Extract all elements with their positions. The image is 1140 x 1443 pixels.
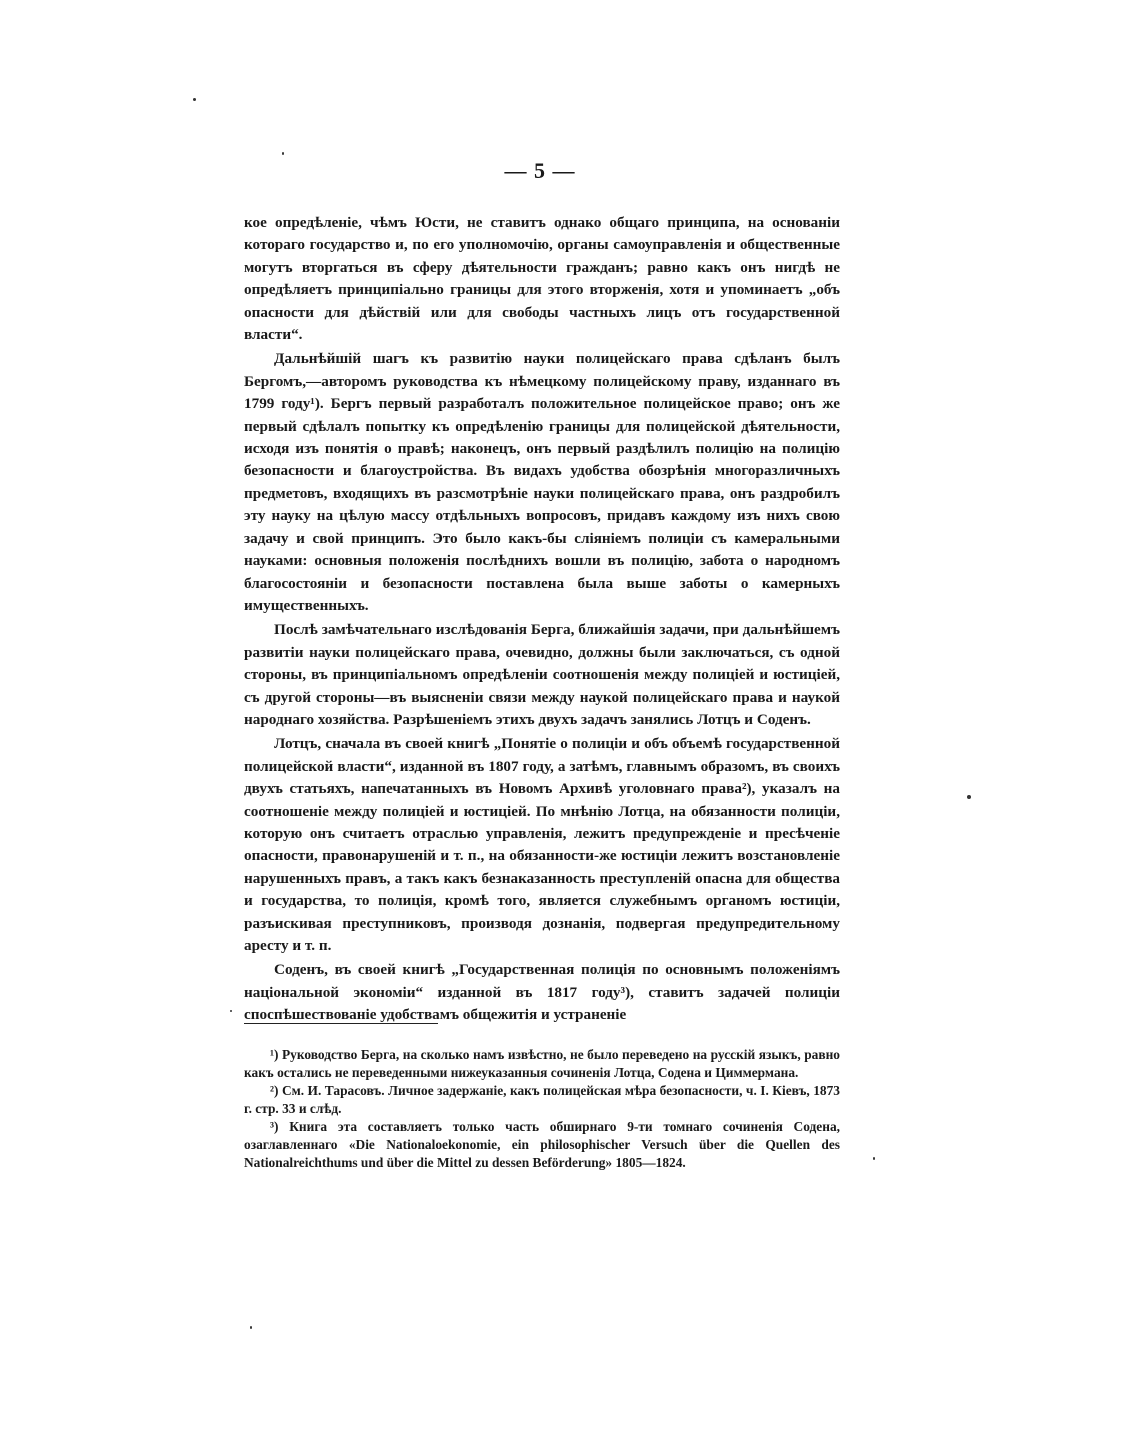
paragraph: кое опредѣленіе, чѣмъ Юсти, не ставитъ однако общаго принципа, на основаніи котораго государство и, по его уполномочію, органы самоуправленія и общественные могутъ вторгаться въ сферу дѣятельности гражданъ; равно какъ онъ нигдѣ не опредѣляетъ принципіально границы для этого вторженія, хотя и упоминаетъ „объ опасности для дѣйствій или для свободы частныхъ лицъ отъ государственной власти“. (244, 214, 840, 344)
paragraph: Лотцъ, сначала въ своей книгѣ „Понятіе о полиціи и объ объемѣ государственной полицейской власти“, изданной въ 1807 году, а затѣмъ, главнымъ образомъ, въ своихъ двухъ статьяхъ, напечатанныхъ въ Новомъ Архивѣ уголовнаго права²), указалъ на соотношеніе между полиціей и юстиціей. По мнѣнію Лотца, на обязанности полиціи, которую онъ считаетъ отраслью управленія, лежитъ предупрежденіе и пресѣченіе опасности, правонарушеній и т. п., на обязанности-же юстиціи лежитъ возстановленіе нарушенныхъ правъ, а такъ какъ безнаказанность преступленій опасна для общества и государства, то полиція, кромѣ того, является служебнымъ органомъ юстиціи, разъискивая преступниковъ, производя дознанія, подвергая предупредительному аресту и т. п. (244, 735, 840, 954)
scan-speck (230, 1010, 232, 1012)
scan-speck (967, 795, 971, 799)
page-number: — 5 — (504, 158, 576, 183)
scan-speck (193, 98, 196, 101)
footnotes (244, 1046, 840, 1172)
paragraph: Послѣ замѣчательнаго изслѣдованія Берга, ближайшія задачи, при дальнѣйшемъ развитіи науки полицейскаго права, очевидно, должны были заключаться, съ одной стороны, въ принципіальномъ опредѣленіи соотношенія между полиціей и юстиціей, съ другой стороны—въ выясненіи связи между наукой полицейскаго права и наукой народнаго хозяйства. Разрѣшеніемъ этихъ двухъ задачъ занялись Лотцъ и Соденъ. (244, 621, 840, 728)
footnote-divider (244, 1023, 438, 1024)
scan-speck (282, 152, 284, 155)
body-text (244, 212, 840, 1027)
paragraph: Дальнѣйшій шагъ къ развитію науки полицейскаго права сдѣланъ былъ Бергомъ,—авторомъ руководства къ нѣмецкому полицейскому праву, изданнаго въ 1799 году¹). Бергъ первый разработалъ положительное полицейское право; онъ же первый сдѣлалъ попытку къ опредѣленію границы для полицейской дѣятельности, исходя изъ понятія о правѣ; наконецъ, онъ первый раздѣлилъ полицію на полицію безопасности и благоустройства. Въ видахъ удобства обозрѣнія многоразличныхъ предметовъ, входящихъ въ разсмотрѣніе науки полицейскаго права, онъ раздробилъ эту науку на цѣлую массу отдѣльныхъ вопросовъ, придавъ каждому изъ нихъ свою задачу и свой принципъ. Это было какъ-бы сліяніемъ полиціи съ камеральными науками: основныя положенія послѣднихъ вошли въ полицію, забота о народномъ благосостояніи и безопасности поставлена была выше заботы о камерныхъ имущественныхъ. (244, 350, 840, 614)
scan-speck (250, 1326, 252, 1329)
footnote: ²) См. И. Тарасовъ. Личное задержаніе, какъ полицейская мѣра безопасности, ч. I. Кіевъ, 1873 г. стр. 33 и слѣд. (244, 1083, 840, 1116)
paragraph: Соденъ, въ своей книгѣ „Государственная полиція по основнымъ положеніямъ національной экономіи“ изданной въ 1817 году³), ставитъ задачей полиціи споспѣшествованіе удобствамъ общежитія и устраненіе (244, 961, 840, 1024)
footnote: ¹) Руководство Берга, на сколько намъ извѣстно, не было переведено на русскій языкъ, равно какъ остались не переведенными нижеуказанныя сочиненія Лотца, Содена и Циммермана. (244, 1047, 840, 1080)
footnote: ³) Книга эта составляетъ только часть обширнаго 9-ти томнаго сочиненія Содена, озаглавленнаго «Die Nationaloekonomie, ein philosophischer Versuch über die Quellen des Nationalreichthums und über die Mittel zu dessen Beförderung» 1805—1824. (244, 1119, 840, 1170)
scan-speck (873, 1157, 875, 1160)
